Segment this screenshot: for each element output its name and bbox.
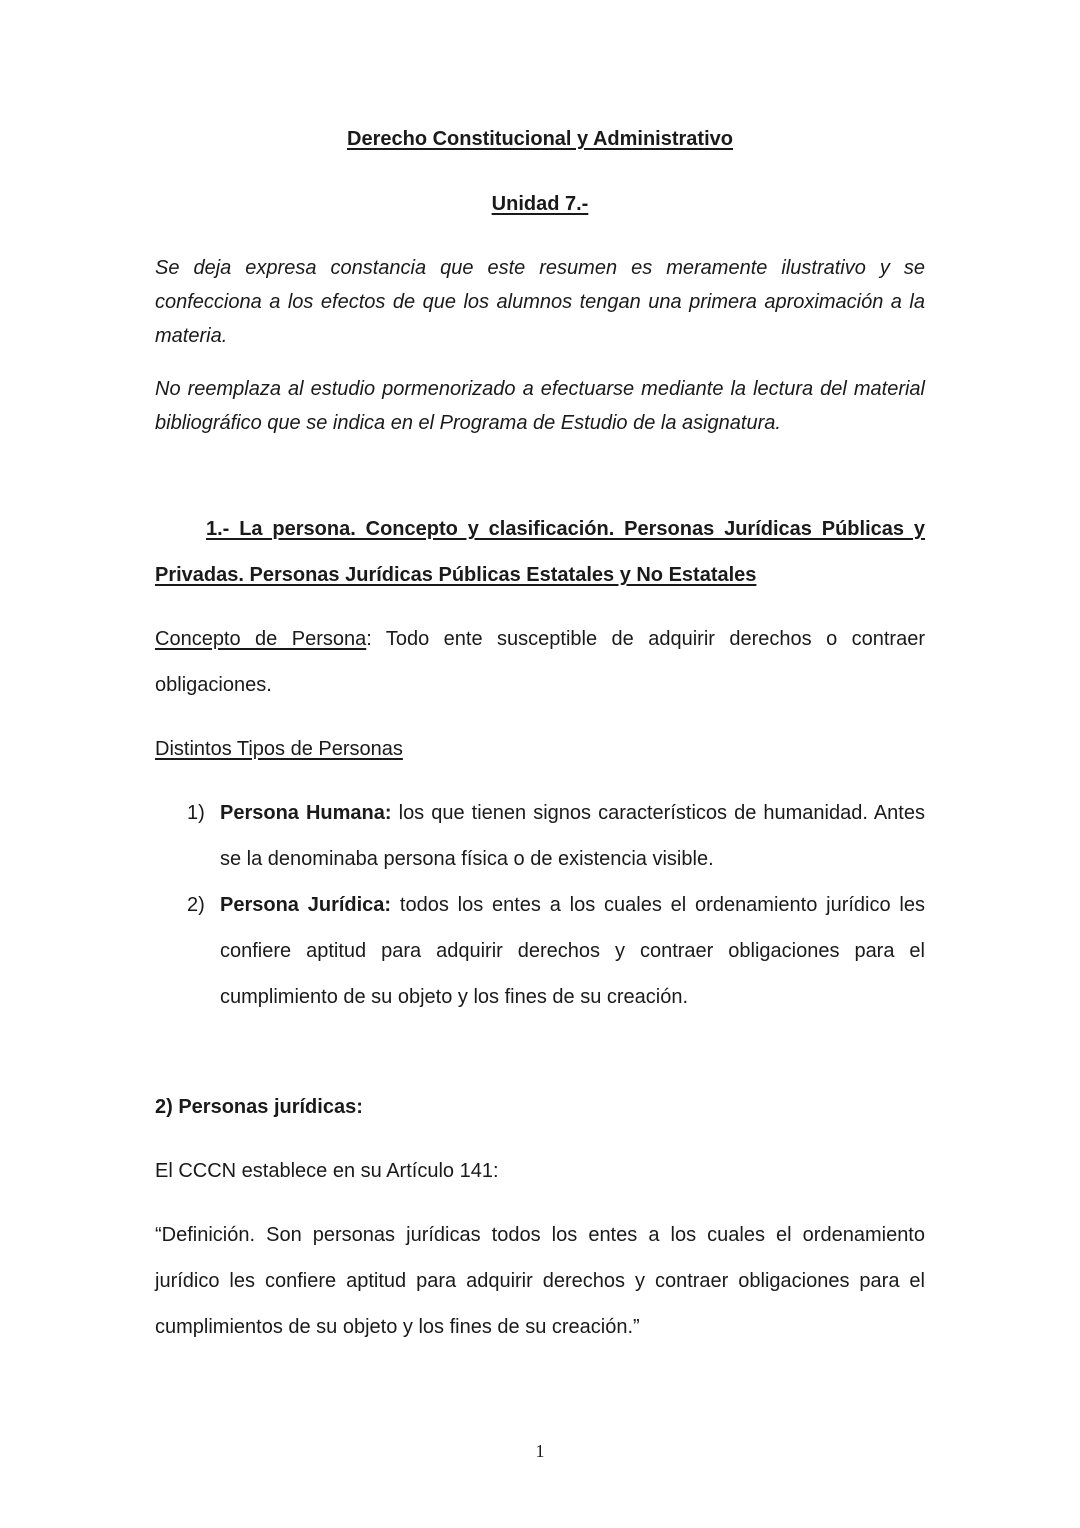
list-item-number: 1) bbox=[187, 802, 205, 824]
list-item-number: 2) bbox=[187, 894, 205, 916]
section-1-heading bbox=[155, 506, 925, 598]
concept-text: : Todo ente susceptible de adquirir derechos o contraer obligaciones. bbox=[155, 628, 925, 696]
disclaimer-paragraph-1: Se deja expresa constancia que este resumen es meramente ilustrativo y se confecciona a los efectos de que los alumnos tengan una primera aproximación a la materia. bbox=[155, 257, 925, 347]
disclaimer-paragraph-2: No reemplaza al estudio pormenorizado a efectuarse mediante la lectura del material bibliográfico que se indica en el Programa de Estudio de la asignatura. bbox=[155, 378, 925, 434]
article-intro: El CCCN establece en su Artículo 141: bbox=[155, 1160, 499, 1182]
list-item-term: Persona Jurídica: bbox=[220, 894, 392, 916]
document-title: Derecho Constitucional y Administrativo bbox=[347, 128, 733, 150]
section-2-heading: 2) Personas jurídicas: bbox=[155, 1096, 363, 1118]
list-item-text: los que tienen signos característicos de humanidad. Antes se la denominaba persona física o de existencia visible. bbox=[220, 802, 925, 870]
list-item-text: todos los entes a los cuales el ordenamiento jurídico les confiere aptitud para adquirir derechos y contraer obligaciones para el cumplimiento de su objeto y los fines de su creación. bbox=[220, 894, 925, 1008]
unit-heading: Unidad 7.- bbox=[491, 193, 589, 215]
types-heading: Distintos Tipos de Personas bbox=[155, 738, 403, 760]
concept-paragraph bbox=[155, 616, 925, 708]
article-quote: “Definición. Son personas jurídicas todos los entes a los cuales el ordenamiento jurídico les confiere aptitud para adquirir derechos y contraer obligaciones para el cumplimientos de su objeto y los fines de su creación.” bbox=[155, 1224, 925, 1338]
concept-label: Concepto de Persona bbox=[155, 628, 367, 650]
page-number: 1 bbox=[535, 1441, 545, 1461]
section-1-heading-text: 1.- La persona. Concepto y clasificación. Personas Jurídicas Públicas y Privadas. Personas Jurídicas Públicas Estatales y No Estatales bbox=[155, 518, 925, 586]
list-item bbox=[220, 790, 925, 882]
list-item-term: Persona Humana: bbox=[220, 802, 392, 824]
list-item bbox=[220, 882, 925, 1020]
